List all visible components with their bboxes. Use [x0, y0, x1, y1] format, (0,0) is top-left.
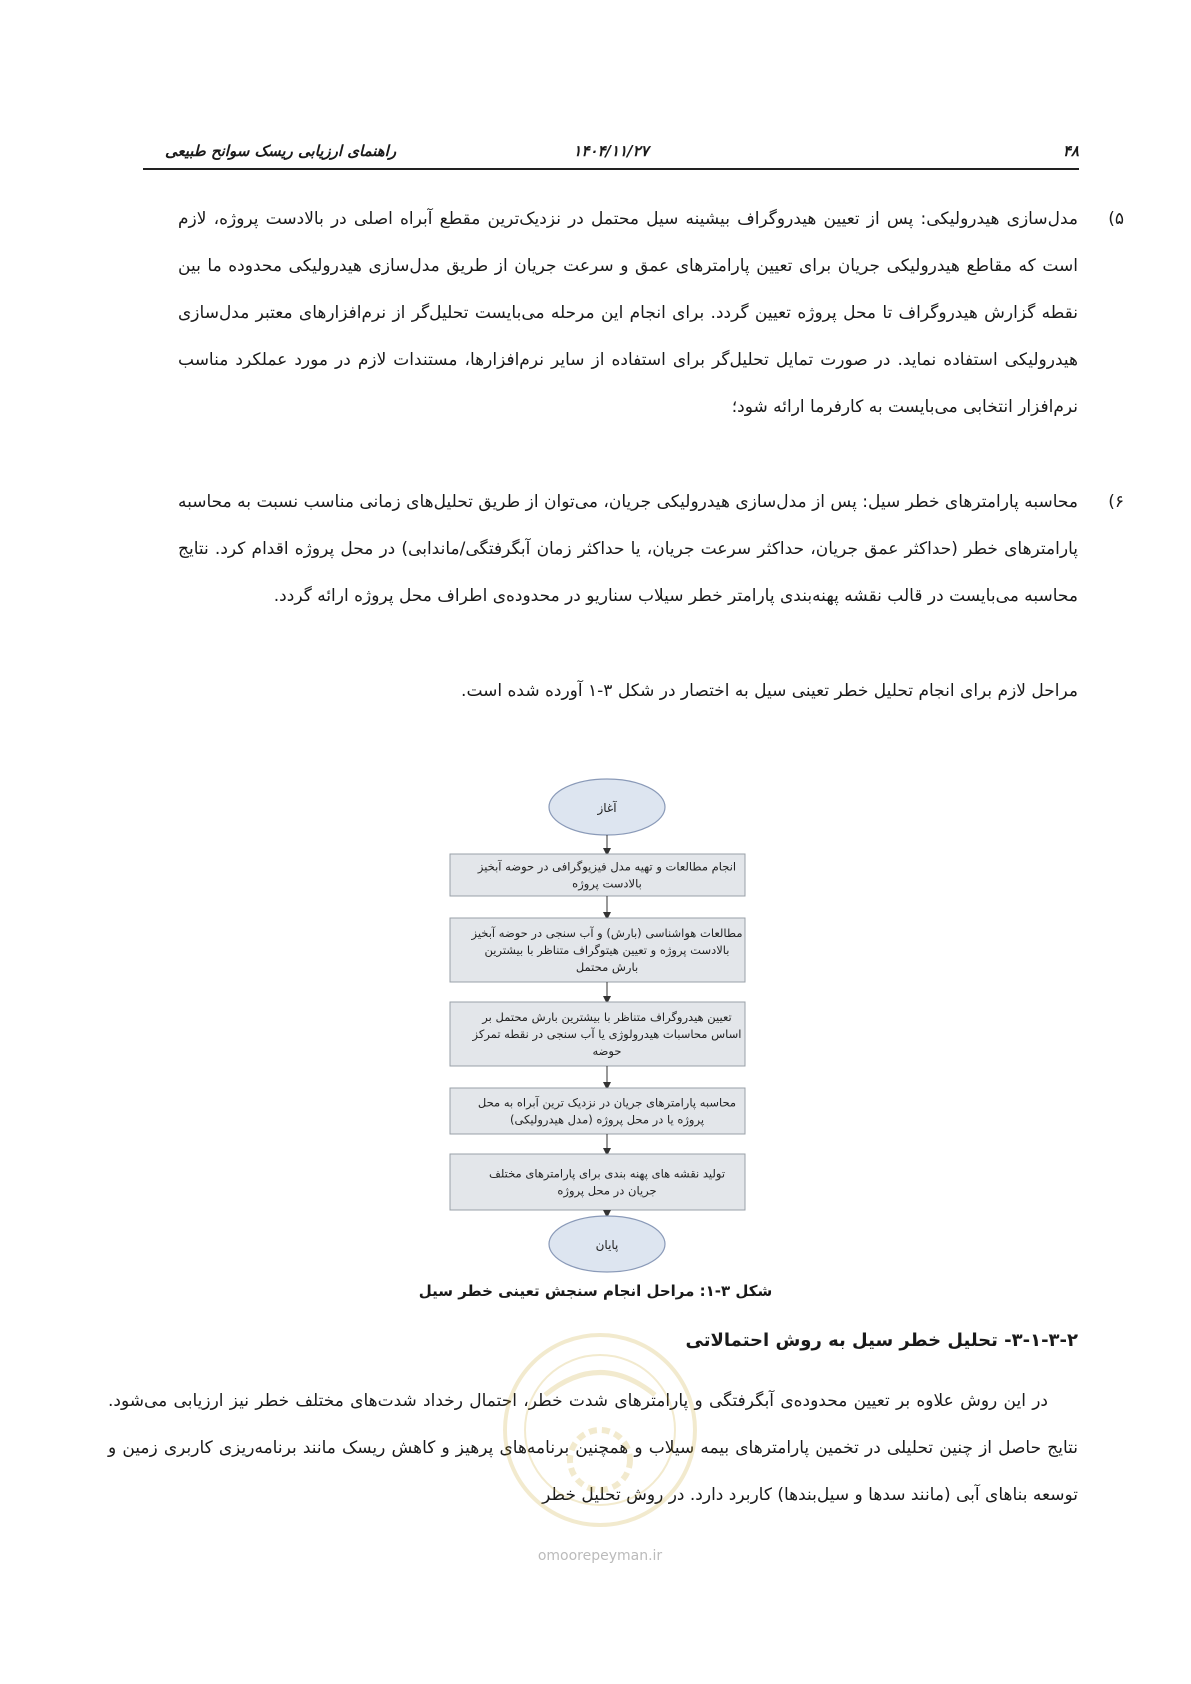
header-date: ۱۴۰۴/۱۱/۲۷: [573, 142, 649, 160]
list-item: [178, 196, 1124, 431]
flowchart-end-label: پایان: [595, 1238, 619, 1252]
section-heading: ۳-۱-۳-۲- تحلیل خطر سیل به روش احتمالاتی: [685, 1330, 1078, 1351]
flowchart-start-label: آغاز: [597, 801, 617, 815]
flowchart-step-text: محاسبه پارامترهای جریان در نزدیک ترین آبراه به محل: [477, 1095, 737, 1110]
flowchart-step-text: بالادست پروژه و تعیین هیتوگراف متناظر با بیشترین: [484, 943, 730, 957]
figure-caption: شکل ۳-۱: مراحل انجام سنجش تعینی خطر سیل: [418, 1282, 773, 1300]
page-header: [143, 138, 1079, 170]
flowchart-step-text: بارش محتمل: [575, 960, 639, 974]
flowchart-step-text: پروژه یا در محل پروژه (مدل هیدرولیکی): [509, 1112, 705, 1127]
list-item-text: مدل‌سازی هیدرولیکی: پس از تعیین هیدروگراف بیشینه سیل محتمل در نزدیک‌ترین مقطع آبراه اصلی در بالادست پروژه، لازم است که مقاطع هیدرولیکی جریان برای تعیین پارامترهای عمق و سرعت جریان از طریق مدل‌سازی هیدرولیکی محدوده ما بین نقطه گزارش هیدروگراف تا محل پروژه تعیین گردد. برای انجام این مرحله می‌بایست تحلیل‌گر از نرم‌افزارهای معتبر مدل‌سازی هیدرولیکی استفاده نماید. در صورت تمایل تحلیل‌گر برای استفاده از سایر نرم‌افزارها، مستندات لازم در مورد عملکرد مناسب نرم‌افزار انتخابی می‌بایست به کارفرما ارائه شود؛: [178, 209, 1078, 417]
flowchart: [430, 770, 765, 1290]
flowchart-step-text: حوضه: [592, 1044, 622, 1058]
flowchart-step-text: تعیین هیدروگراف متناظر با بیشترین بارش محتمل بر: [482, 1010, 732, 1024]
page-number: ۴۸: [1062, 142, 1079, 160]
flowchart-step-text: تولید نقشه های پهنه بندی برای پارامترهای مختلف: [488, 1166, 726, 1181]
watermark-logo: [490, 1320, 710, 1540]
flowchart-step-text: انجام مطالعات و تهیه مدل فیزیوگرافی در حوضه آبخیز: [477, 859, 737, 874]
watermark-site: omoorepeyman.ir: [537, 1548, 663, 1564]
flowchart-step-box: [450, 1154, 745, 1210]
intro-paragraph: مراحل لازم برای انجام تحلیل خطر تعینی سیل به اختصار در شکل ۳-۱ آورده شده است.: [461, 681, 1078, 701]
flowchart-step-text: بالادست پروژه: [572, 876, 642, 891]
list-item-number: ۶): [1108, 492, 1124, 512]
list-item-number: ۵): [1108, 209, 1124, 229]
flowchart-step-text: اساس محاسبات هیدرولوژی یا آب سنجی در نقطه تمرکز: [472, 1027, 742, 1041]
flowchart-step-text: جریان در محل پروژه: [557, 1183, 657, 1198]
header-title: راهنمای ارزیابی ریسک سوانح طبیعی: [165, 142, 397, 160]
section-paragraph: در این روش علاوه بر تعیین محدوده‌ی آبگرفتگی و پارامترهای شدت خطر، احتمال رخداد شدت‌های مختلف خطر نیز ارزیابی می‌شود. نتایج حاصل از چنین تحلیلی در تخمین پارامترهای بیمه سیلاب و همچنین برنامه‌های پرهیز و کاهش ریسک مانند برنامه‌ریزی کاربری زمین و توسعه بناهای آبی (مانند سدها و سیل‌بندها) کاربرد دارد. در روش تحلیل خطر: [108, 1391, 1078, 1505]
list-item-text: محاسبه پارامترهای خطر سیل: پس از مدل‌سازی هیدرولیکی جریان، می‌توان از طریق تحلیل‌های زمانی مناسب نسبت به محاسبه پارامترهای خطر (حداکثر عمق جریان، حداکثر سرعت جریان، یا حداکثر زمان آبگرفتگی/ماندابی) در محل پروژه اقدام کرد. نتایج محاسبه می‌بایست در قالب نقشه پهنه‌بندی پارامتر خطر سیلاب سناریو در محدوده‌ی اطراف محل پروژه ارائه گردد.: [178, 492, 1078, 606]
list-item: [178, 479, 1124, 620]
flowchart-step-text: مطالعات هواشناسی (بارش) و آب سنجی در حوضه آبخیز: [471, 926, 743, 940]
